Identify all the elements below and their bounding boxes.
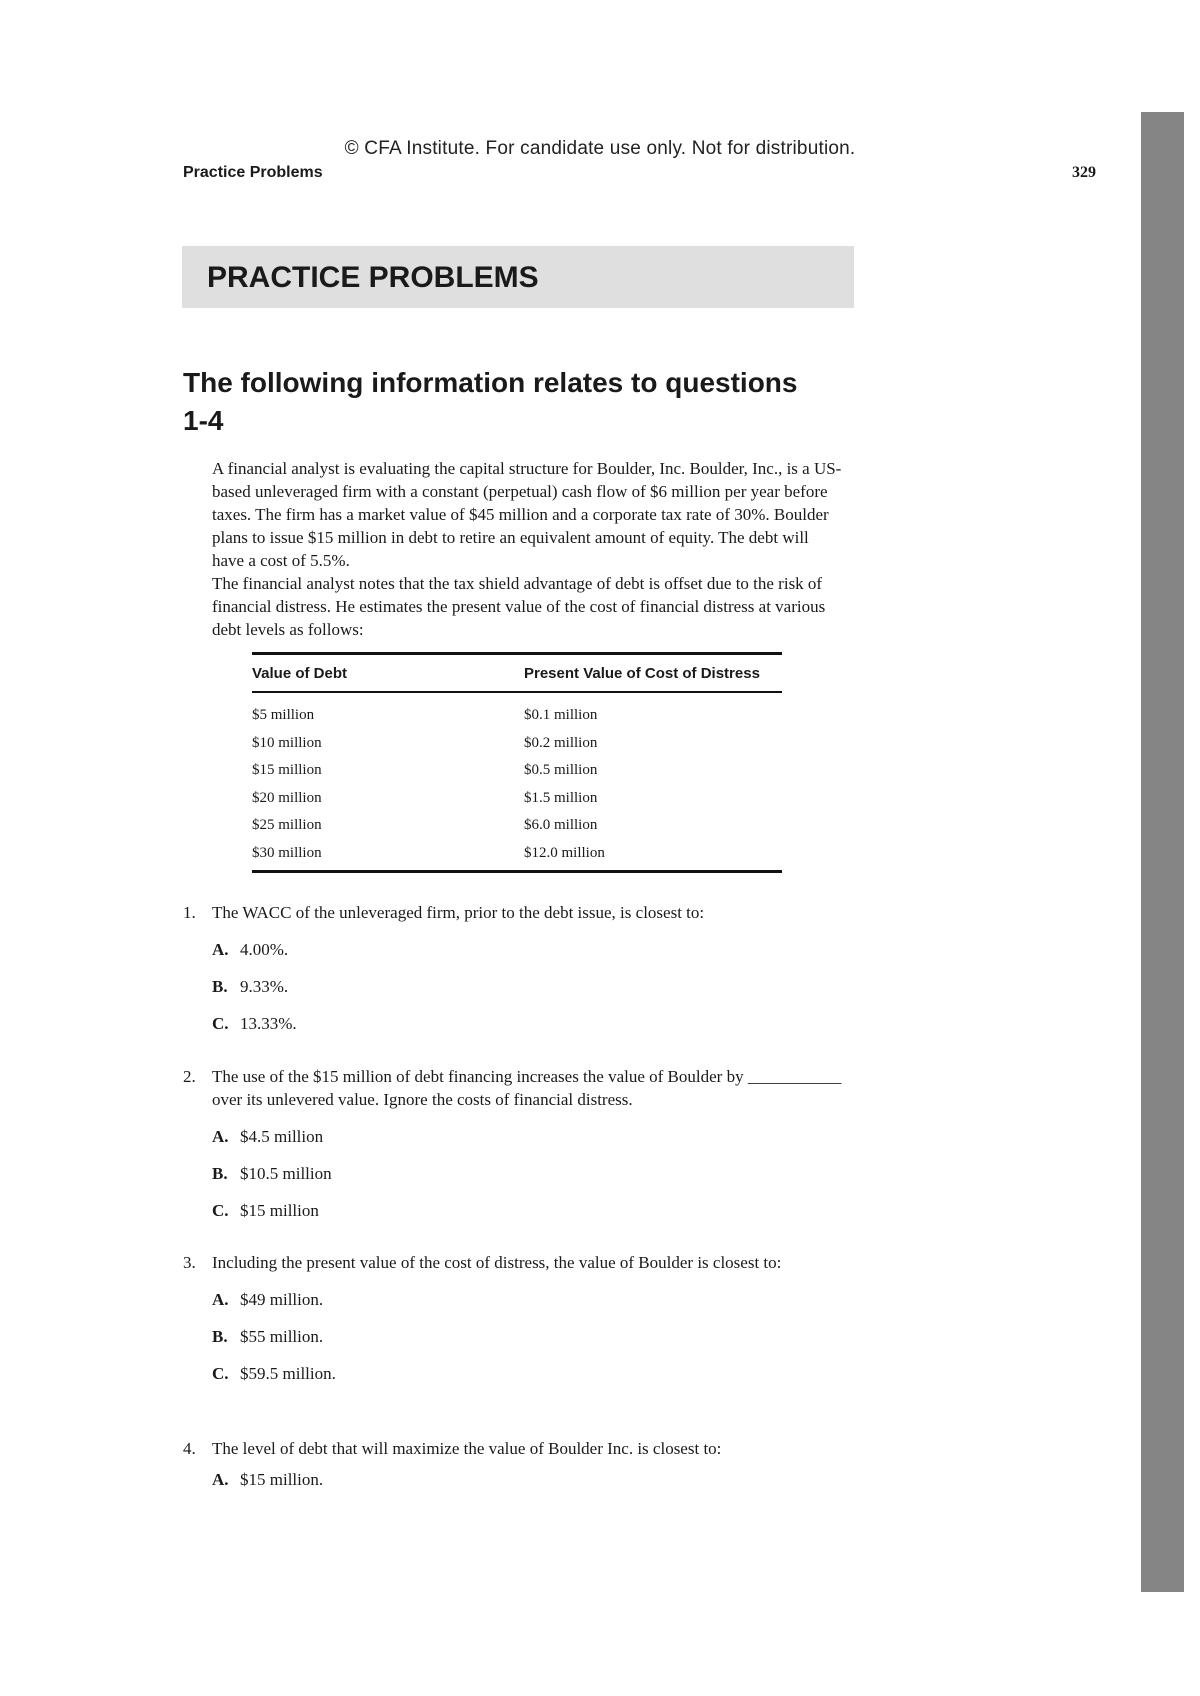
column-header-debt: Value of Debt [252, 664, 348, 682]
option-text: $59.5 million. [240, 1364, 336, 1383]
option-text: $15 million. [240, 1470, 324, 1489]
question-2 [183, 1065, 853, 1222]
debt-cell: $10 million [252, 734, 322, 751]
option-letter: B. [212, 1164, 228, 1183]
question-1 [183, 901, 853, 1035]
option-letter: A. [212, 940, 229, 959]
table-row [252, 812, 782, 840]
table-row [252, 692, 782, 730]
intro-paragraph: A financial analyst is evaluating the capital structure for Boulder, Inc. Boulder, Inc., is a US-based unleveraged firm with a constant (perpetual) cash flow of $6 million per year before taxes. The firm has a market value of $45 million and a corporate tax rate of 30%. Boulder plans to issue $15 million in debt to retire an equivalent amount of equity. The debt will have a cost of 5.5%. [212, 459, 842, 570]
table-row [252, 730, 782, 758]
option-text: 13.33%. [240, 1014, 297, 1033]
distress-cost-cell: $6.0 million [524, 817, 598, 834]
option-letter: A. [212, 1290, 229, 1309]
option-letter: B. [212, 1327, 228, 1346]
option-letter: A. [212, 1470, 229, 1489]
section-banner [182, 246, 854, 308]
question-text: Including the present value of the cost of distress, the value of Boulder is closest to: [212, 1253, 782, 1272]
table-row [252, 757, 782, 785]
option-text: $55 million. [240, 1327, 324, 1346]
option-letter: C. [212, 1014, 229, 1033]
distress-cost-cell: $0.1 million [524, 707, 598, 724]
question-number: 4. [183, 1439, 196, 1458]
option-text: $4.5 million [240, 1127, 324, 1146]
page-edge-tab [1141, 112, 1184, 1592]
option-text: 4.00%. [240, 940, 289, 959]
page-number: 329 [1072, 164, 1096, 181]
question-number: 2. [183, 1067, 196, 1086]
answer-option-b [212, 1325, 853, 1348]
debt-cell: $5 million [252, 707, 315, 724]
option-letter: B. [212, 977, 228, 996]
question-number: 3. [183, 1253, 196, 1272]
section-title: PRACTICE PROBLEMS [207, 261, 539, 294]
answer-option-b [212, 975, 853, 998]
answer-option-a [212, 1125, 853, 1148]
answer-option-c [212, 1362, 853, 1385]
column-header-distress-cost: Present Value of Cost of Distress [524, 664, 760, 682]
question-text: The use of the $15 million of debt financing increases the value of Boulder by ___________ over its unlevered value. Ignore the costs of financial distress. [212, 1067, 842, 1109]
distress-cost-cell: $1.5 million [524, 789, 598, 806]
option-text: $49 million. [240, 1290, 324, 1309]
table-header-row [252, 654, 782, 693]
question-text: The WACC of the unleveraged firm, prior to the debt issue, is closest to: [212, 903, 705, 922]
group-heading: The following information relates to questions 1-4 [183, 367, 798, 436]
option-letter: C. [212, 1364, 229, 1383]
option-letter: A. [212, 1127, 229, 1146]
distress-cost-table [252, 652, 782, 873]
debt-cell: $30 million [252, 844, 322, 861]
table-row [252, 840, 782, 872]
answer-option-a [212, 938, 853, 961]
answer-option-c [212, 1199, 853, 1222]
answer-option-a [212, 1468, 853, 1491]
question-text: The level of debt that will maximize the value of Boulder Inc. is closest to: [212, 1439, 722, 1458]
distress-cost-cell: $12.0 million [524, 844, 605, 861]
debt-cell: $20 million [252, 789, 322, 806]
option-text: 9.33%. [240, 977, 289, 996]
question-4 [183, 1437, 853, 1491]
table-row [252, 785, 782, 813]
debt-cell: $25 million [252, 817, 322, 834]
distress-paragraph: The financial analyst notes that the tax shield advantage of debt is offset due to the risk of financial distress. He estimates the present value of the cost of financial distress at various debt levels as follows: [212, 574, 826, 639]
distress-cost-cell: $0.2 million [524, 734, 598, 751]
debt-cell: $15 million [252, 762, 322, 779]
running-head: Practice Problems [183, 164, 323, 181]
distress-cost-cell: $0.5 million [524, 762, 598, 779]
answer-option-a [212, 1288, 853, 1311]
answer-option-b [212, 1162, 853, 1185]
option-text: $15 million [240, 1201, 319, 1220]
question-3 [183, 1251, 853, 1385]
question-number: 1. [183, 903, 196, 922]
answer-option-c [212, 1012, 853, 1035]
option-letter: C. [212, 1201, 229, 1220]
option-text: $10.5 million [240, 1164, 332, 1183]
watermark: © CFA Institute. For candidate use only. Not for distribution. [344, 138, 856, 159]
